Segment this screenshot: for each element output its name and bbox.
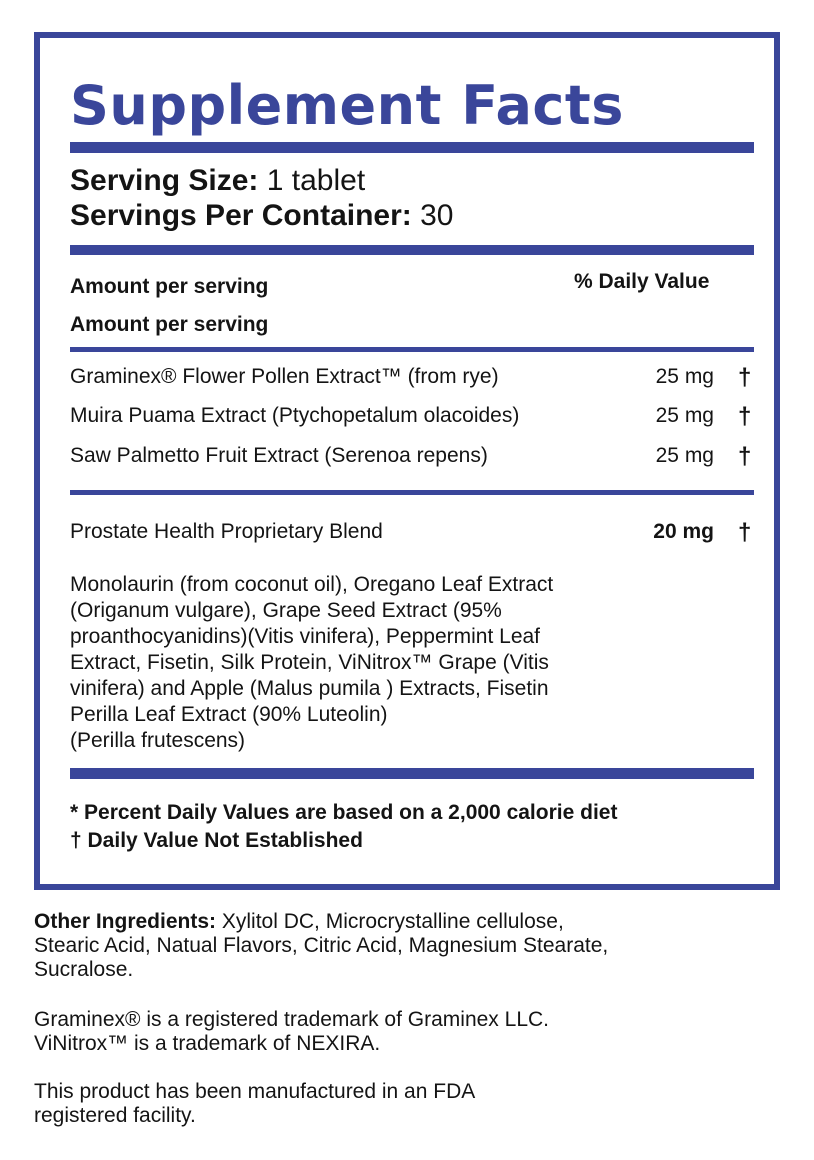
- servings-per-container-label: Servings Per Container:: [70, 199, 412, 232]
- ingredient-dv: †: [738, 443, 752, 470]
- blend-name: Prostate Health Proprietary Blend: [70, 520, 383, 543]
- blend-description-line: Extract, Fisetin, Silk Protein, ViNitrox™ Grape (Vitis: [70, 651, 549, 674]
- blend-description-line: vinifera) and Apple (Malus pumila ) Extracts, Fisetin: [70, 677, 549, 700]
- supplement-facts-panel: [34, 32, 780, 890]
- servings-per-container: [70, 199, 453, 233]
- ingredient-name: Graminex® Flower Pollen Extract™ (from rye): [70, 365, 499, 388]
- serving-size-value: 1 tablet: [266, 164, 366, 197]
- divider-thick-top: [70, 142, 754, 153]
- daily-value-header: % Daily Value: [574, 270, 710, 293]
- other-ingredients-line: [34, 910, 774, 934]
- footnote-daily-values: * Percent Daily Values are based on a 2,000 calorie diet: [70, 801, 618, 824]
- serving-size: [70, 164, 365, 198]
- other-ingredients-line: Sucralose.: [34, 958, 134, 981]
- blend-description-line: proanthocyanidins)(Vitis vinifera), Peppermint Leaf: [70, 625, 541, 648]
- panel-title: Supplement Facts: [70, 74, 624, 137]
- blend-description-line: (Origanum vulgare), Grape Seed Extract (95%: [70, 599, 502, 622]
- facility-line: registered facility.: [34, 1104, 196, 1127]
- other-ingredients-line: Stearic Acid, Natual Flavors, Citric Acid, Magnesium Stearate,: [34, 934, 609, 957]
- ingredient-amount: 25 mg: [655, 365, 714, 388]
- divider-thin-blend: [70, 490, 754, 495]
- facility-line: This product has been manufactured in an FDA: [34, 1080, 476, 1103]
- blend-dv: †: [738, 519, 752, 546]
- servings-per-container-value: 30: [420, 199, 454, 232]
- blend-description-line: Monolaurin (from coconut oil), Oregano Leaf Extract: [70, 573, 554, 596]
- other-ingredients-text: Xylitol DC, Microcrystalline cellulose,: [216, 910, 564, 933]
- divider-thin-header: [70, 347, 754, 352]
- serving-size-label: Serving Size:: [70, 164, 259, 197]
- trademark-line: ViNitrox™ is a trademark of NEXIRA.: [34, 1032, 381, 1055]
- trademark-line: Graminex® is a registered trademark of Graminex LLC.: [34, 1008, 549, 1031]
- ingredient-amount: 25 mg: [655, 404, 714, 427]
- ingredient-amount: 25 mg: [655, 444, 714, 467]
- blend-description-line: (Perilla frutescens): [70, 729, 246, 752]
- blend-description-line: Perilla Leaf Extract (90% Luteolin): [70, 703, 388, 726]
- ingredient-name: Saw Palmetto Fruit Extract (Serenoa repens): [70, 444, 488, 467]
- divider-thick-bottom: [70, 768, 754, 779]
- footnote-dagger: † Daily Value Not Established: [70, 829, 363, 852]
- ingredient-dv: †: [738, 364, 752, 391]
- trademark-notice: [34, 1008, 774, 1056]
- other-ingredients-label: Other Ingredients:: [34, 910, 217, 933]
- amount-per-serving-header: Amount per serving: [70, 275, 269, 298]
- facility-notice: [34, 1080, 774, 1128]
- ingredient-dv: †: [738, 403, 752, 430]
- other-ingredients: [34, 910, 774, 982]
- blend-amount: 20 mg: [653, 520, 714, 543]
- divider-after-serving: [70, 245, 754, 255]
- amount-per-serving-header-2: Amount per serving: [70, 313, 269, 336]
- ingredient-name: Muira Puama Extract (Ptychopetalum olacoides): [70, 404, 520, 427]
- blend-description: [70, 572, 710, 754]
